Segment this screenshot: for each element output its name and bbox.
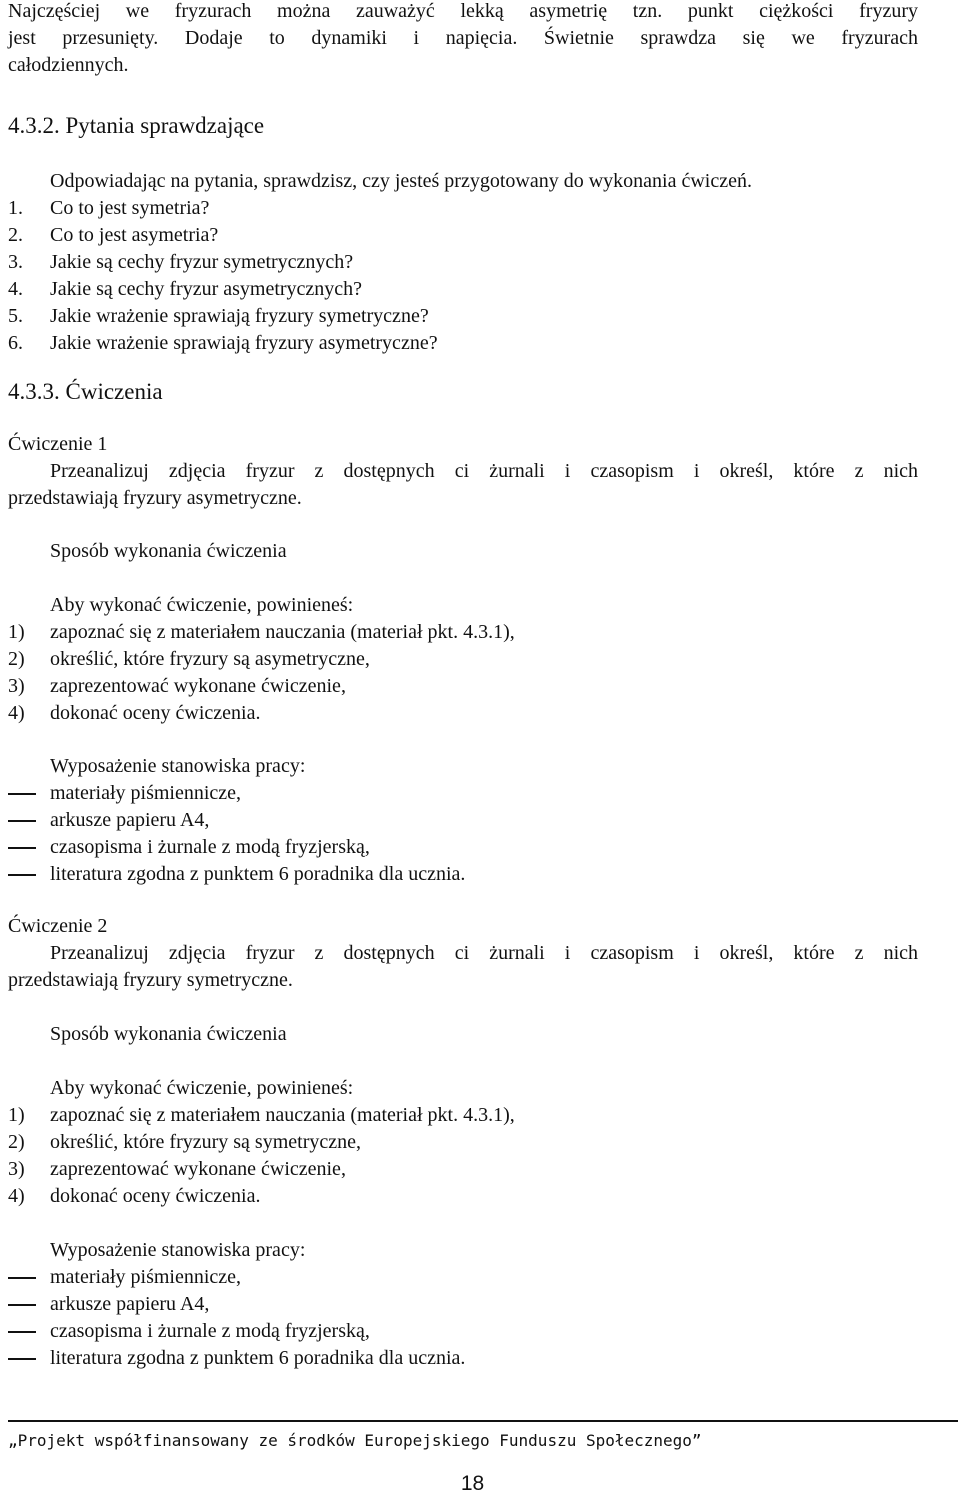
exercise-description-line-1: Przeanalizuj zdjęcia fryzur z dostępnych ci żurnali i czasopism i określ, które z nich [50, 942, 918, 964]
dash-bullet [8, 834, 50, 861]
dash-bullet [8, 861, 50, 888]
steps-intro: Aby wykonać ćwiczenie, powinieneś: [50, 594, 354, 616]
question-item: 6. Jakie wrażenie sprawiają fryzury asymetryczne? [8, 332, 438, 354]
questions-block [8, 168, 918, 357]
dash-bullet [8, 1264, 50, 1291]
steps-intro: Aby wykonać ćwiczenie, powinieneś: [50, 1077, 354, 1099]
exercise-title: Ćwiczenie 1 [8, 433, 108, 455]
equipment-item: arkusze papieru A4, [8, 1291, 918, 1318]
questions-lead: Odpowiadając na pytania, sprawdzisz, czy jesteś przygotowany do wykonania ćwiczeń. [50, 170, 752, 192]
step-item: 1) zapoznać się z materiałem nauczania (materiał pkt. 4.3.1), [8, 1104, 515, 1126]
question-item: 3. Jakie są cechy fryzur symetrycznych? [8, 251, 354, 273]
page-number: 18 [460, 1472, 485, 1495]
equipment-item: materiały piśmiennicze, [8, 1264, 918, 1291]
exercise-title: Ćwiczenie 2 [8, 915, 108, 937]
question-item: 2. Co to jest asymetria? [8, 224, 219, 246]
step-item: 2) określić, które fryzury są symetryczne, [8, 1131, 361, 1153]
dash-bullet [8, 807, 50, 834]
question-item: 4. Jakie są cechy fryzur asymetrycznych? [8, 278, 363, 300]
intro-line-2: jest przesunięty. Dodaje to dynamiki i napięcia. Świetnie sprawdza się we fryzurach [8, 27, 918, 49]
step-item: 2) określić, które fryzury są asymetryczne, [8, 648, 370, 670]
footer-divider [8, 1420, 958, 1422]
step-item: 3) zaprezentować wykonane ćwiczenie, [8, 675, 346, 697]
dash-bullet [8, 780, 50, 807]
exercise-1 [8, 431, 918, 512]
question-item: 1. Co to jest symetria? [8, 197, 210, 219]
equipment-item: literatura zgodna z punktem 6 poradnika dla ucznia. [8, 861, 918, 888]
step-item: 3) zaprezentować wykonane ćwiczenie, [8, 1158, 346, 1180]
section-heading-432: 4.3.2. Pytania sprawdzające [8, 113, 265, 138]
step-item: 1) zapoznać się z materiałem nauczania (materiał pkt. 4.3.1), [8, 621, 515, 643]
exercise-description-line-2: przedstawiają fryzury asymetryczne. [8, 487, 302, 509]
steps-block [8, 592, 918, 727]
section-heading-433: 4.3.3. Ćwiczenia [8, 379, 163, 404]
equipment-block [8, 753, 918, 888]
intro-paragraph [8, 0, 918, 79]
equipment-block [8, 1237, 918, 1372]
equipment-item: czasopisma i żurnale z modą fryzjerską, [8, 834, 918, 861]
dash-bullet [8, 1318, 50, 1345]
question-item: 5. Jakie wrażenie sprawiają fryzury symetryczne? [8, 305, 429, 327]
exercise-description-line-1: Przeanalizuj zdjęcia fryzur z dostępnych ci żurnali i czasopism i określ, które z nich [50, 460, 918, 482]
step-item: 4) dokonać oceny ćwiczenia. [8, 1185, 261, 1207]
equipment-item: czasopisma i żurnale z modą fryzjerską, [8, 1318, 918, 1345]
steps-block [8, 1075, 918, 1210]
dash-bullet [8, 1345, 50, 1372]
dash-bullet [8, 1291, 50, 1318]
footer-text: „Projekt współfinansowany ze środków Europejskiego Funduszu Społecznego” [8, 1431, 702, 1450]
intro-line-3: całodziennych. [8, 54, 129, 76]
method-heading: Sposób wykonania ćwiczenia [50, 1023, 287, 1045]
intro-line-1: Najczęściej we fryzurach można zauważyć lekką asymetrię tzn. punkt ciężkości fryzury [8, 0, 918, 22]
exercise-2 [8, 913, 918, 994]
equipment-heading: Wyposażenie stanowiska pracy: [50, 1239, 306, 1261]
step-item: 4) dokonać oceny ćwiczenia. [8, 702, 261, 724]
equipment-item: literatura zgodna z punktem 6 poradnika dla ucznia. [8, 1345, 918, 1372]
equipment-heading: Wyposażenie stanowiska pracy: [50, 755, 306, 777]
equipment-item: arkusze papieru A4, [8, 807, 918, 834]
exercise-description-line-2: przedstawiają fryzury symetryczne. [8, 969, 293, 991]
equipment-item: materiały piśmiennicze, [8, 780, 918, 807]
method-heading: Sposób wykonania ćwiczenia [50, 540, 287, 562]
